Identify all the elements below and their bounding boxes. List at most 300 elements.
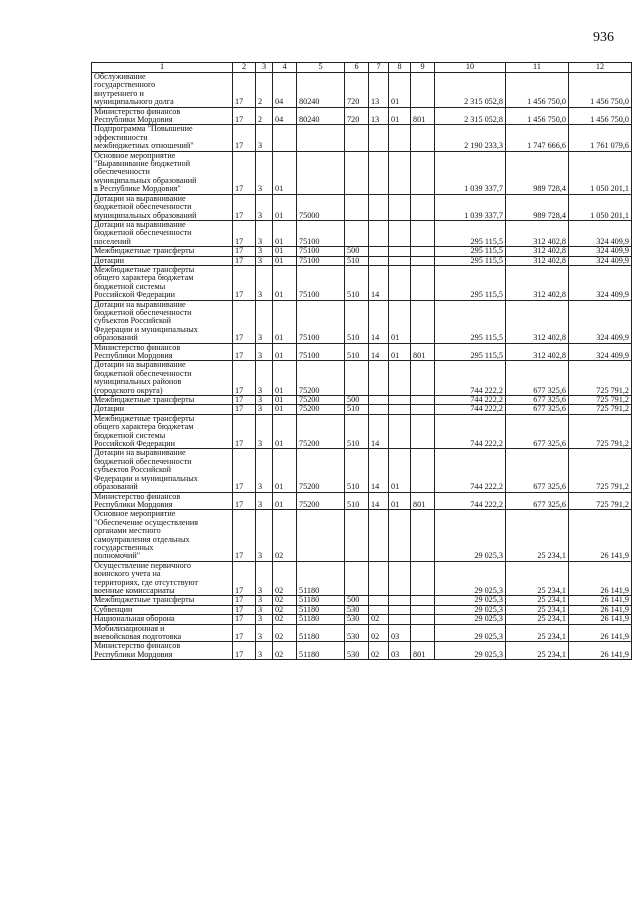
table-row (92, 343, 632, 361)
amount-year2-cell: 989 728,4 (506, 194, 569, 220)
amount-year3-cell: 1 456 750,0 (569, 73, 632, 108)
amount-year1-cell: 744 222,2 (435, 405, 506, 414)
program-code-cell: 17 (233, 361, 256, 396)
amount-year3-cell: 1 761 079,6 (569, 125, 632, 151)
activity-code-cell: 01 (273, 247, 297, 256)
row-name-cell: Обслуживание государственного внутреннего и муниципального долга (92, 73, 233, 108)
subsection-code-cell: 01 (389, 300, 411, 343)
amount-year1-cell: 29 025,3 (435, 615, 506, 624)
row-name-cell: Межбюджетные трансферты (92, 396, 233, 405)
ministry-code-cell (411, 256, 435, 265)
direction-code-cell: 51180 (297, 561, 345, 596)
table-row (92, 405, 632, 414)
amount-year1-cell: 744 222,2 (435, 492, 506, 510)
section-code-cell (369, 605, 389, 614)
amount-year1-cell: 2 315 052,8 (435, 73, 506, 108)
table-row (92, 300, 632, 343)
amount-year2-cell: 677 325,6 (506, 414, 569, 449)
ministry-code-cell: 801 (411, 343, 435, 361)
amount-year3-cell: 324 409,9 (569, 265, 632, 300)
subsection-code-cell (389, 596, 411, 605)
table-header-row (92, 63, 632, 73)
amount-year3-cell: 26 141,9 (569, 510, 632, 561)
section-code-cell (369, 125, 389, 151)
ministry-code-cell (411, 300, 435, 343)
header-cell: 4 (273, 63, 297, 73)
direction-code-cell (297, 151, 345, 194)
ministry-code-cell (411, 396, 435, 405)
amount-year3-cell: 324 409,9 (569, 220, 632, 246)
direction-code-cell (297, 125, 345, 151)
table-row (92, 220, 632, 246)
table-row (92, 449, 632, 492)
amount-year2-cell: 989 728,4 (506, 151, 569, 194)
ministry-code-cell (411, 510, 435, 561)
program-code-cell: 17 (233, 151, 256, 194)
program-code-cell: 17 (233, 492, 256, 510)
amount-year2-cell: 25 234,1 (506, 561, 569, 596)
amount-year2-cell: 312 402,8 (506, 265, 569, 300)
section-code-cell (369, 151, 389, 194)
amount-year2-cell: 25 234,1 (506, 510, 569, 561)
header-cell: 2 (233, 63, 256, 73)
subprogram-code-cell: 3 (256, 247, 273, 256)
activity-code-cell: 04 (273, 107, 297, 125)
expense-type-cell: 530 (345, 642, 369, 660)
expense-type-cell (345, 151, 369, 194)
table-row (92, 256, 632, 265)
amount-year1-cell: 744 222,2 (435, 449, 506, 492)
header-cell: 1 (92, 63, 233, 73)
amount-year2-cell: 25 234,1 (506, 624, 569, 642)
amount-year3-cell: 324 409,9 (569, 343, 632, 361)
program-code-cell: 17 (233, 265, 256, 300)
direction-code-cell: 80240 (297, 107, 345, 125)
direction-code-cell: 75000 (297, 194, 345, 220)
subprogram-code-cell: 3 (256, 300, 273, 343)
table-row (92, 492, 632, 510)
amount-year2-cell: 677 325,6 (506, 449, 569, 492)
amount-year3-cell: 26 141,9 (569, 642, 632, 660)
subprogram-code-cell: 3 (256, 256, 273, 265)
amount-year1-cell: 295 115,5 (435, 256, 506, 265)
activity-code-cell: 01 (273, 194, 297, 220)
section-code-cell: 14 (369, 300, 389, 343)
expense-type-cell: 510 (345, 256, 369, 265)
activity-code-cell: 02 (273, 642, 297, 660)
row-name-cell: Основное мероприятие "Обеспечение осуществления органами местного самоуправления отдельных государственных полномочий" (92, 510, 233, 561)
subsection-code-cell: 01 (389, 449, 411, 492)
subsection-code-cell (389, 220, 411, 246)
amount-year2-cell: 25 234,1 (506, 615, 569, 624)
amount-year1-cell: 1 039 337,7 (435, 194, 506, 220)
ministry-code-cell (411, 605, 435, 614)
row-name-cell: Министерство финансов Республики Мордовия (92, 343, 233, 361)
subsection-code-cell (389, 194, 411, 220)
row-name-cell: Межбюджетные трансферты общего характера бюджетам бюджетной системы Российской Федерации (92, 414, 233, 449)
direction-code-cell: 75100 (297, 256, 345, 265)
ministry-code-cell (411, 265, 435, 300)
subprogram-code-cell: 2 (256, 73, 273, 108)
table-row (92, 361, 632, 396)
amount-year2-cell: 677 325,6 (506, 361, 569, 396)
ministry-code-cell (411, 596, 435, 605)
expense-type-cell: 530 (345, 624, 369, 642)
amount-year1-cell: 29 025,3 (435, 642, 506, 660)
section-code-cell (369, 256, 389, 265)
amount-year3-cell: 324 409,9 (569, 247, 632, 256)
activity-code-cell: 01 (273, 343, 297, 361)
row-name-cell: Министерство финансов Республики Мордовия (92, 492, 233, 510)
subsection-code-cell (389, 256, 411, 265)
program-code-cell: 17 (233, 510, 256, 561)
amount-year3-cell: 725 791,2 (569, 414, 632, 449)
direction-code-cell: 75200 (297, 492, 345, 510)
activity-code-cell: 01 (273, 414, 297, 449)
table-row (92, 596, 632, 605)
ministry-code-cell (411, 414, 435, 449)
amount-year3-cell: 725 791,2 (569, 492, 632, 510)
ministry-code-cell: 801 (411, 107, 435, 125)
expense-type-cell (345, 361, 369, 396)
header-cell: 5 (297, 63, 345, 73)
amount-year3-cell: 26 141,9 (569, 615, 632, 624)
section-code-cell: 02 (369, 624, 389, 642)
expense-type-cell: 530 (345, 615, 369, 624)
budget-table (91, 62, 632, 660)
activity-code-cell: 01 (273, 396, 297, 405)
ministry-code-cell (411, 125, 435, 151)
ministry-code-cell (411, 615, 435, 624)
table-row (92, 247, 632, 256)
amount-year2-cell: 312 402,8 (506, 247, 569, 256)
table-row (92, 624, 632, 642)
direction-code-cell: 75100 (297, 343, 345, 361)
amount-year3-cell: 26 141,9 (569, 605, 632, 614)
activity-code-cell: 01 (273, 256, 297, 265)
ministry-code-cell (411, 449, 435, 492)
amount-year3-cell: 725 791,2 (569, 449, 632, 492)
subprogram-code-cell: 3 (256, 265, 273, 300)
amount-year3-cell: 1 456 750,0 (569, 107, 632, 125)
program-code-cell: 17 (233, 405, 256, 414)
amount-year1-cell: 295 115,5 (435, 265, 506, 300)
direction-code-cell: 51180 (297, 615, 345, 624)
expense-type-cell: 500 (345, 596, 369, 605)
row-name-cell: Субвенции (92, 605, 233, 614)
direction-code-cell: 80240 (297, 73, 345, 108)
amount-year1-cell: 295 115,5 (435, 247, 506, 256)
ministry-code-cell (411, 561, 435, 596)
amount-year1-cell: 2 315 052,8 (435, 107, 506, 125)
section-code-cell (369, 596, 389, 605)
section-code-cell: 02 (369, 615, 389, 624)
table-row (92, 194, 632, 220)
direction-code-cell (297, 510, 345, 561)
row-name-cell: Министерство финансов Республики Мордовия (92, 107, 233, 125)
expense-type-cell: 720 (345, 73, 369, 108)
expense-type-cell (345, 220, 369, 246)
row-name-cell: Министерство финансов Республики Мордовия (92, 642, 233, 660)
expense-type-cell: 720 (345, 107, 369, 125)
amount-year1-cell: 744 222,2 (435, 396, 506, 405)
subprogram-code-cell: 3 (256, 151, 273, 194)
expense-type-cell (345, 510, 369, 561)
subsection-code-cell: 01 (389, 73, 411, 108)
activity-code-cell: 02 (273, 596, 297, 605)
ministry-code-cell (411, 405, 435, 414)
subprogram-code-cell: 3 (256, 449, 273, 492)
activity-code-cell: 01 (273, 265, 297, 300)
amount-year2-cell: 677 325,6 (506, 492, 569, 510)
direction-code-cell: 51180 (297, 624, 345, 642)
header-cell: 8 (389, 63, 411, 73)
program-code-cell: 17 (233, 343, 256, 361)
subprogram-code-cell: 3 (256, 414, 273, 449)
subsection-code-cell (389, 405, 411, 414)
header-cell: 7 (369, 63, 389, 73)
ministry-code-cell: 801 (411, 492, 435, 510)
program-code-cell: 17 (233, 605, 256, 614)
direction-code-cell: 51180 (297, 596, 345, 605)
subsection-code-cell (389, 396, 411, 405)
row-name-cell: Подпрограмма "Повышение эффективности межбюджетных отношений" (92, 125, 233, 151)
subsection-code-cell: 01 (389, 343, 411, 361)
row-name-cell: Дотации на выравнивание бюджетной обеспеченности муниципальных районов (городского округа) (92, 361, 233, 396)
direction-code-cell: 75100 (297, 247, 345, 256)
table-row (92, 561, 632, 596)
subprogram-code-cell: 3 (256, 492, 273, 510)
amount-year2-cell: 25 234,1 (506, 605, 569, 614)
subprogram-code-cell: 3 (256, 510, 273, 561)
activity-code-cell: 01 (273, 492, 297, 510)
amount-year3-cell: 324 409,9 (569, 300, 632, 343)
amount-year3-cell: 725 791,2 (569, 405, 632, 414)
section-code-cell: 02 (369, 642, 389, 660)
section-code-cell (369, 247, 389, 256)
section-code-cell (369, 510, 389, 561)
program-code-cell: 17 (233, 414, 256, 449)
subsection-code-cell: 03 (389, 624, 411, 642)
subsection-code-cell (389, 265, 411, 300)
amount-year3-cell: 1 050 201,1 (569, 151, 632, 194)
subsection-code-cell: 03 (389, 642, 411, 660)
section-code-cell: 13 (369, 73, 389, 108)
activity-code-cell: 02 (273, 510, 297, 561)
subprogram-code-cell: 3 (256, 194, 273, 220)
amount-year2-cell: 312 402,8 (506, 343, 569, 361)
amount-year2-cell: 312 402,8 (506, 300, 569, 343)
table-row (92, 107, 632, 125)
expense-type-cell (345, 125, 369, 151)
subprogram-code-cell: 3 (256, 396, 273, 405)
program-code-cell: 17 (233, 561, 256, 596)
amount-year2-cell: 677 325,6 (506, 396, 569, 405)
amount-year3-cell: 26 141,9 (569, 561, 632, 596)
program-code-cell: 17 (233, 449, 256, 492)
subsection-code-cell (389, 561, 411, 596)
subprogram-code-cell: 3 (256, 596, 273, 605)
subsection-code-cell (389, 605, 411, 614)
row-name-cell: Дотации (92, 405, 233, 414)
amount-year1-cell: 1 039 337,7 (435, 151, 506, 194)
row-name-cell: Осуществление первичного воинского учета на территориях, где отсутствуют военные комиссариаты (92, 561, 233, 596)
subprogram-code-cell: 3 (256, 343, 273, 361)
activity-code-cell: 01 (273, 449, 297, 492)
amount-year2-cell: 25 234,1 (506, 596, 569, 605)
table-row (92, 642, 632, 660)
direction-code-cell: 75200 (297, 449, 345, 492)
expense-type-cell: 500 (345, 396, 369, 405)
program-code-cell: 17 (233, 256, 256, 265)
activity-code-cell: 01 (273, 220, 297, 246)
amount-year3-cell: 725 791,2 (569, 361, 632, 396)
subsection-code-cell (389, 247, 411, 256)
header-cell: 6 (345, 63, 369, 73)
subsection-code-cell (389, 151, 411, 194)
row-name-cell: Межбюджетные трансферты общего характера бюджетам бюджетной системы Российской Федерации (92, 265, 233, 300)
table-row (92, 125, 632, 151)
amount-year1-cell: 295 115,5 (435, 343, 506, 361)
amount-year3-cell: 1 050 201,1 (569, 194, 632, 220)
section-code-cell: 13 (369, 107, 389, 125)
amount-year1-cell: 295 115,5 (435, 220, 506, 246)
ministry-code-cell (411, 220, 435, 246)
header-cell: 10 (435, 63, 506, 73)
subprogram-code-cell: 3 (256, 605, 273, 614)
subsection-code-cell (389, 615, 411, 624)
direction-code-cell: 51180 (297, 605, 345, 614)
amount-year2-cell: 1 456 750,0 (506, 107, 569, 125)
activity-code-cell: 04 (273, 73, 297, 108)
program-code-cell: 17 (233, 300, 256, 343)
amount-year2-cell: 312 402,8 (506, 256, 569, 265)
direction-code-cell: 75200 (297, 414, 345, 449)
header-cell: 12 (569, 63, 632, 73)
table-row (92, 510, 632, 561)
amount-year2-cell: 312 402,8 (506, 220, 569, 246)
header-cell: 11 (506, 63, 569, 73)
amount-year2-cell: 677 325,6 (506, 405, 569, 414)
section-code-cell (369, 194, 389, 220)
section-code-cell (369, 396, 389, 405)
direction-code-cell: 75200 (297, 361, 345, 396)
header-cell: 3 (256, 63, 273, 73)
activity-code-cell: 01 (273, 151, 297, 194)
subprogram-code-cell: 3 (256, 125, 273, 151)
program-code-cell: 17 (233, 642, 256, 660)
header-cell: 9 (411, 63, 435, 73)
ministry-code-cell (411, 361, 435, 396)
subprogram-code-cell: 3 (256, 642, 273, 660)
direction-code-cell: 75200 (297, 396, 345, 405)
row-name-cell: Дотации на выравнивание бюджетной обеспеченности муниципальных образований (92, 194, 233, 220)
row-name-cell: Дотации на выравнивание бюджетной обеспеченности субъектов Российской Федерации и муниципальных образований (92, 300, 233, 343)
amount-year3-cell: 26 141,9 (569, 596, 632, 605)
activity-code-cell: 02 (273, 615, 297, 624)
ministry-code-cell: 801 (411, 642, 435, 660)
amount-year1-cell: 29 025,3 (435, 624, 506, 642)
amount-year1-cell: 29 025,3 (435, 561, 506, 596)
ministry-code-cell (411, 194, 435, 220)
table-row (92, 605, 632, 614)
table-row (92, 414, 632, 449)
program-code-cell: 17 (233, 396, 256, 405)
program-code-cell: 17 (233, 615, 256, 624)
table-row (92, 396, 632, 405)
subprogram-code-cell: 3 (256, 615, 273, 624)
expense-type-cell: 530 (345, 605, 369, 614)
program-code-cell: 17 (233, 220, 256, 246)
amount-year2-cell: 1 747 666,6 (506, 125, 569, 151)
expense-type-cell: 510 (345, 300, 369, 343)
ministry-code-cell (411, 73, 435, 108)
page-number: 936 (593, 30, 614, 45)
program-code-cell: 17 (233, 194, 256, 220)
expense-type-cell: 510 (345, 343, 369, 361)
section-code-cell (369, 405, 389, 414)
section-code-cell: 14 (369, 449, 389, 492)
direction-code-cell: 75100 (297, 220, 345, 246)
section-code-cell: 14 (369, 343, 389, 361)
subsection-code-cell (389, 361, 411, 396)
ministry-code-cell (411, 624, 435, 642)
amount-year3-cell: 324 409,9 (569, 256, 632, 265)
ministry-code-cell (411, 247, 435, 256)
subprogram-code-cell: 3 (256, 405, 273, 414)
expense-type-cell: 510 (345, 449, 369, 492)
section-code-cell (369, 361, 389, 396)
expense-type-cell: 510 (345, 492, 369, 510)
section-code-cell: 14 (369, 414, 389, 449)
row-name-cell: Дотации на выравнивание бюджетной обеспеченности поселений (92, 220, 233, 246)
row-name-cell: Мобилизационная и вневойсковая подготовка (92, 624, 233, 642)
subsection-code-cell: 01 (389, 107, 411, 125)
expense-type-cell (345, 561, 369, 596)
subsection-code-cell (389, 510, 411, 561)
direction-code-cell: 75100 (297, 265, 345, 300)
section-code-cell (369, 561, 389, 596)
amount-year3-cell: 725 791,2 (569, 396, 632, 405)
activity-code-cell: 02 (273, 624, 297, 642)
amount-year1-cell: 29 025,3 (435, 510, 506, 561)
program-code-cell: 17 (233, 125, 256, 151)
section-code-cell (369, 220, 389, 246)
expense-type-cell (345, 194, 369, 220)
expense-type-cell: 510 (345, 414, 369, 449)
direction-code-cell: 51180 (297, 642, 345, 660)
activity-code-cell (273, 125, 297, 151)
subsection-code-cell (389, 414, 411, 449)
subsection-code-cell (389, 125, 411, 151)
program-code-cell: 17 (233, 107, 256, 125)
row-name-cell: Основное мероприятие "Выравнивание бюджетной обеспеченности муниципальных образований в Республике Мордовия" (92, 151, 233, 194)
program-code-cell: 17 (233, 596, 256, 605)
amount-year1-cell: 29 025,3 (435, 596, 506, 605)
section-code-cell: 14 (369, 492, 389, 510)
subprogram-code-cell: 3 (256, 561, 273, 596)
amount-year3-cell: 26 141,9 (569, 624, 632, 642)
amount-year1-cell: 295 115,5 (435, 300, 506, 343)
table-row (92, 615, 632, 624)
subprogram-code-cell: 3 (256, 220, 273, 246)
expense-type-cell: 500 (345, 247, 369, 256)
subprogram-code-cell: 3 (256, 361, 273, 396)
activity-code-cell: 01 (273, 361, 297, 396)
subprogram-code-cell: 3 (256, 624, 273, 642)
expense-type-cell: 510 (345, 265, 369, 300)
section-code-cell: 14 (369, 265, 389, 300)
